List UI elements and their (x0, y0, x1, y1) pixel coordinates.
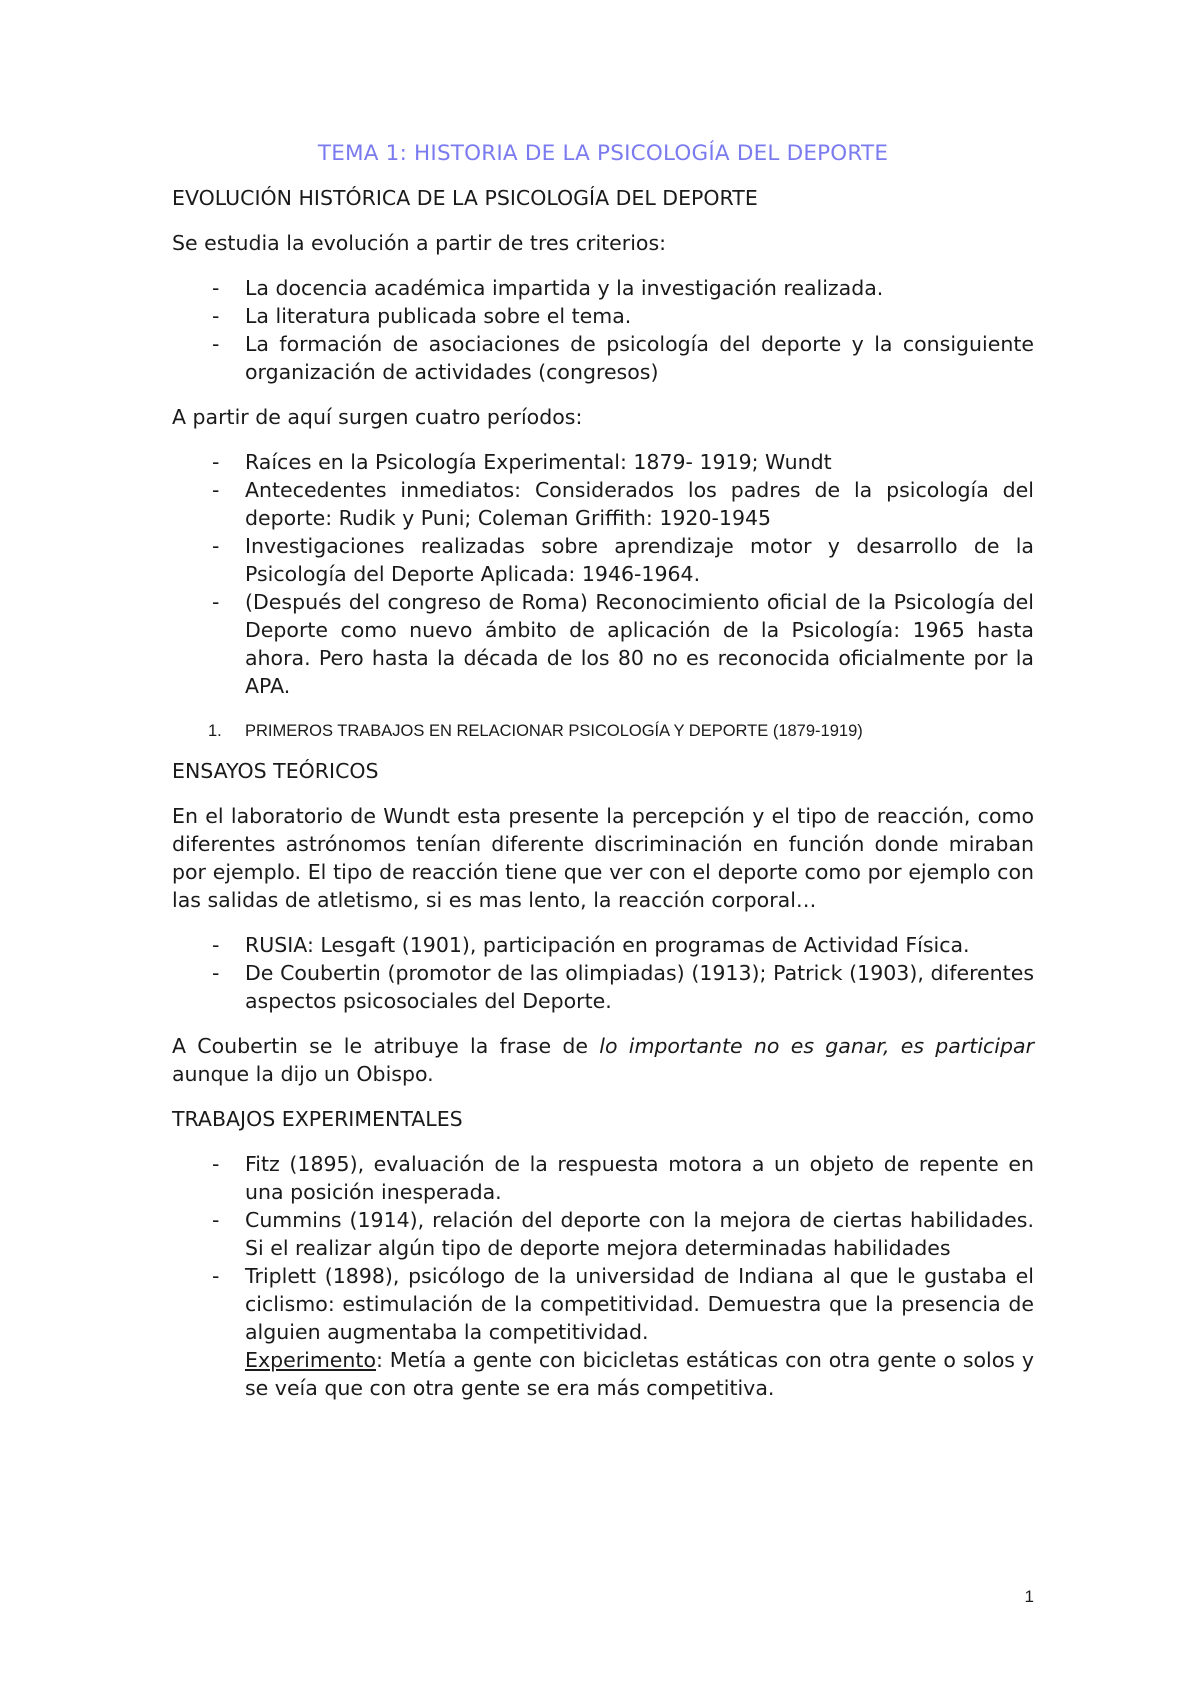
page-number: 1 (1024, 1587, 1034, 1606)
intro-paragraph: Se estudia la evolución a partir de tres criterios: (172, 231, 667, 255)
criteria-list (172, 274, 1034, 386)
document-body (172, 140, 1034, 1419)
page-title: TEMA 1: HISTORIA DE LA PSICOLOGÍA DEL DEPORTE (317, 141, 889, 166)
list-item: - La formación de asociaciones de psicología del deporte y la consiguiente organización de actividades (congresos) (172, 330, 1034, 386)
list-item: - RUSIA: Lesgaft (1901), participación en programas de Actividad Física. (172, 931, 1034, 959)
wundt-paragraph: En el laboratorio de Wundt esta presente la percepción y el tipo de reacción, como diferentes astrónomos tenían diferente discriminación en función donde miraban por ejemplo. El tipo de reacción tiene que ver con el deporte como por ejemplo con las salidas de atletismo, si es mas lento, la reacción corporal… (172, 804, 1034, 912)
experiment-text: : Metía a gente con bicicletas estáticas con otra gente o solos y se veía que con otra gente se era más competitiva. (245, 1348, 1034, 1400)
theoretical-list (172, 931, 1034, 1015)
experimental-list (172, 1150, 1034, 1402)
triplett-text: Triplett (1898), psicólogo de la universidad de Indiana al que le gustaba el ciclismo: estimulación de la competitividad. Demuestra que la presencia de alguien augmentaba la competitividad. (245, 1264, 1034, 1344)
list-item: - La docencia académica impartida y la investigación realizada. (172, 274, 1034, 302)
section-heading: EVOLUCIÓN HISTÓRICA DE LA PSICOLOGÍA DEL DEPORTE (172, 186, 758, 210)
periods-intro: A partir de aquí surgen cuatro períodos: (172, 405, 583, 429)
heading-number: 1. (208, 722, 222, 740)
coubertin-paragraph (172, 1032, 1034, 1088)
list-item: - Fitz (1895), evaluación de la respuesta motora a un objeto de repente en una posición inesperada. (172, 1150, 1034, 1206)
theoretical-heading: ENSAYOS TEÓRICOS (172, 759, 379, 783)
list-item: - (Después del congreso de Roma) Reconocimiento oficial de la Psicología del Deporte como nuevo ámbito de aplicación de la Psicología: 1965 hasta ahora. Pero hasta la década de los 80 no es reconocida oficialmente por la APA. (172, 588, 1034, 700)
periods-list (172, 448, 1034, 700)
coubertin-quote: lo importante no es ganar, es participar (599, 1034, 1034, 1058)
list-item: - Cummins (1914), relación del deporte con la mejora de ciertas habilidades. Si el realizar algún tipo de deporte mejora determinadas habilidades (172, 1206, 1034, 1262)
numbered-heading (172, 717, 1034, 745)
list-item: - Raíces en la Psicología Experimental: 1879- 1919; Wundt (172, 448, 1034, 476)
heading-text: PRIMEROS TRABAJOS EN RELACIONAR PSICOLOGÍA Y DEPORTE (1879-1919) (245, 722, 863, 740)
list-item: - Antecedentes inmediatos: Considerados los padres de la psicología del deporte: Rudik y Puni; Coleman Griffith: 1920-1945 (172, 476, 1034, 532)
list-item-triplett (172, 1262, 1034, 1402)
experiment-label: Experimento (245, 1348, 376, 1372)
coubertin-text-after: aunque la dijo un Obispo. (172, 1062, 434, 1086)
experimental-heading: TRABAJOS EXPERIMENTALES (172, 1107, 463, 1131)
list-item: - La literatura publicada sobre el tema. (172, 302, 1034, 330)
list-item: - De Coubertin (promotor de las olimpiadas) (1913); Patrick (1903), diferentes aspectos psicosociales del Deporte. (172, 959, 1034, 1015)
list-item: - Investigaciones realizadas sobre aprendizaje motor y desarrollo de la Psicología del Deporte Aplicada: 1946-1964. (172, 532, 1034, 588)
coubertin-text-before: A Coubertin se le atribuye la frase de (172, 1034, 600, 1058)
